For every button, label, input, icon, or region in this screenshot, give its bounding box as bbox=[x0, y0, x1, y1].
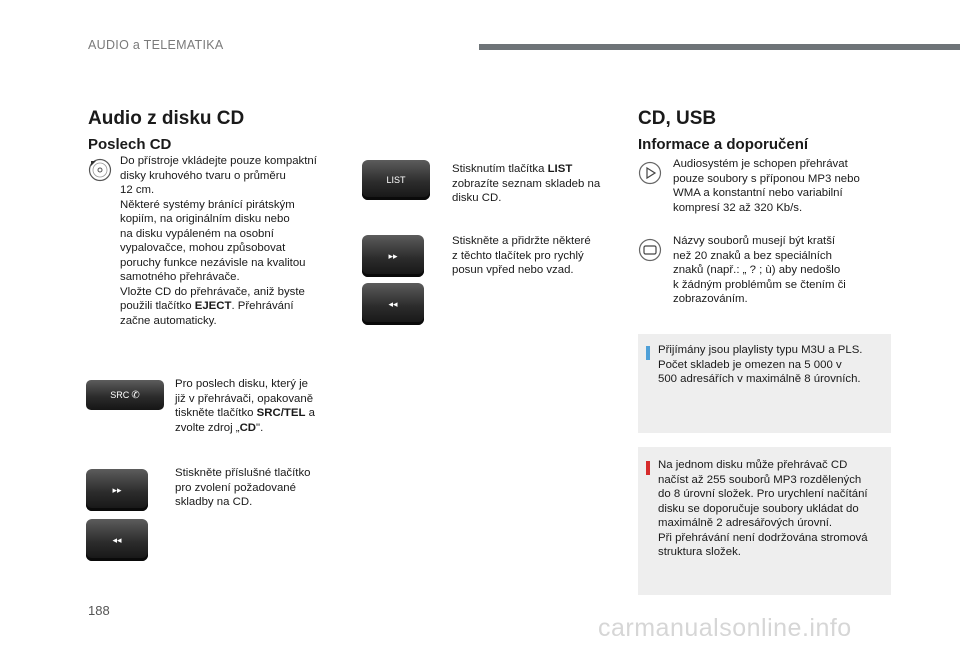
right-title: CD, USB bbox=[638, 108, 717, 129]
phone-icon: ✆ bbox=[131, 389, 140, 401]
prev-track-button bbox=[86, 519, 148, 561]
left-title: Audio z disku CD bbox=[88, 108, 245, 129]
cd-eject-text: Vložte CD do přehrávače, aniž byste použili tlačítko EJECT. Přehrávání začne automaticky. bbox=[120, 285, 305, 327]
next-icon: ▸▸ bbox=[112, 484, 122, 495]
screen-info-icon bbox=[638, 238, 662, 262]
list-button-label: LIST bbox=[386, 175, 406, 185]
section-title: AUDIO a TELEMATIKA bbox=[88, 38, 224, 52]
info1: Audiosystém je schopen přehrávat pouze soubory s příponou MP3 nebo WMA a konstantní nebo variabilní kompresí 32 až 320 Kb/s. bbox=[673, 158, 860, 214]
left-subtitle: Poslech CD bbox=[88, 136, 172, 153]
list-button bbox=[362, 160, 430, 200]
info-marker-icon bbox=[646, 346, 650, 360]
warning-box-files: Na jednom disku může přehrávač CD načíst až 255 souborů MP3 rozdělených do 8 úrovní složek. Pro urychlení načítání disku se doporučuje soubory ukládat do maximálně 2 adresářových úrovní. Při přehrávání není dodržována stromová struktura složek. bbox=[638, 447, 891, 595]
next-track-button bbox=[86, 469, 148, 511]
src-button-label: SRC bbox=[110, 390, 130, 400]
info-box-playlists: Přijímány jsou playlisty typu M3U a PLS. Počet skladeb je omezen na 5 000 v 500 adresářích v maximálně 8 úrovních. bbox=[638, 334, 891, 433]
watermark: carmanualsonline.info bbox=[598, 614, 852, 642]
cd-insert-icon bbox=[88, 158, 112, 182]
rewind-icon: ◂◂ bbox=[388, 298, 398, 309]
prev-icon: ◂◂ bbox=[112, 534, 122, 545]
cd-intro-text: Do přístroje vkládejte pouze kompaktní disky kruhového tvaru o průměru 12 cm. Některé systémy bránící pirátským kopiím, na originálním disku nebo na disku vypáleném na osobní vypalovačce, mohou způsobovat poruchy funkce nezávisle na kvalitou samotného přehrávače. bbox=[120, 155, 317, 283]
header-bar bbox=[479, 44, 960, 50]
fast-forward-button bbox=[362, 235, 424, 277]
play-info-icon bbox=[638, 161, 662, 185]
list-text: Stisknutím tlačítka LIST zobrazíte seznam skladeb na disku CD. bbox=[452, 163, 601, 204]
right-subtitle: Informace a doporučení bbox=[638, 136, 809, 153]
warning-marker-icon bbox=[646, 461, 650, 475]
page-number: 188 bbox=[88, 603, 110, 618]
info2: Názvy souborů musejí být kratší než 20 znaků a bez speciálních znaků (např.: „ ? ; ù) aby nedošlo k žádným problémům se čtením či zobrazováním. bbox=[673, 235, 846, 305]
fast-forward-icon: ▸▸ bbox=[388, 250, 398, 261]
cd-intro bbox=[120, 154, 335, 328]
select-track-text: Stiskněte příslušné tlačítko pro zvolení požadované skladby na CD. bbox=[175, 467, 311, 508]
src-tel-button bbox=[86, 380, 164, 410]
hold-text: Stiskněte a přidržte některé z těchto tlačítek pro rychlý posun vpřed nebo vzad. bbox=[452, 235, 591, 276]
rewind-button bbox=[362, 283, 424, 325]
src-text: Pro poslech disku, který je již v přehrávači, opakovaně tiskněte tlačítko SRC/TEL a zvolte zdroj „CD". bbox=[175, 378, 315, 434]
